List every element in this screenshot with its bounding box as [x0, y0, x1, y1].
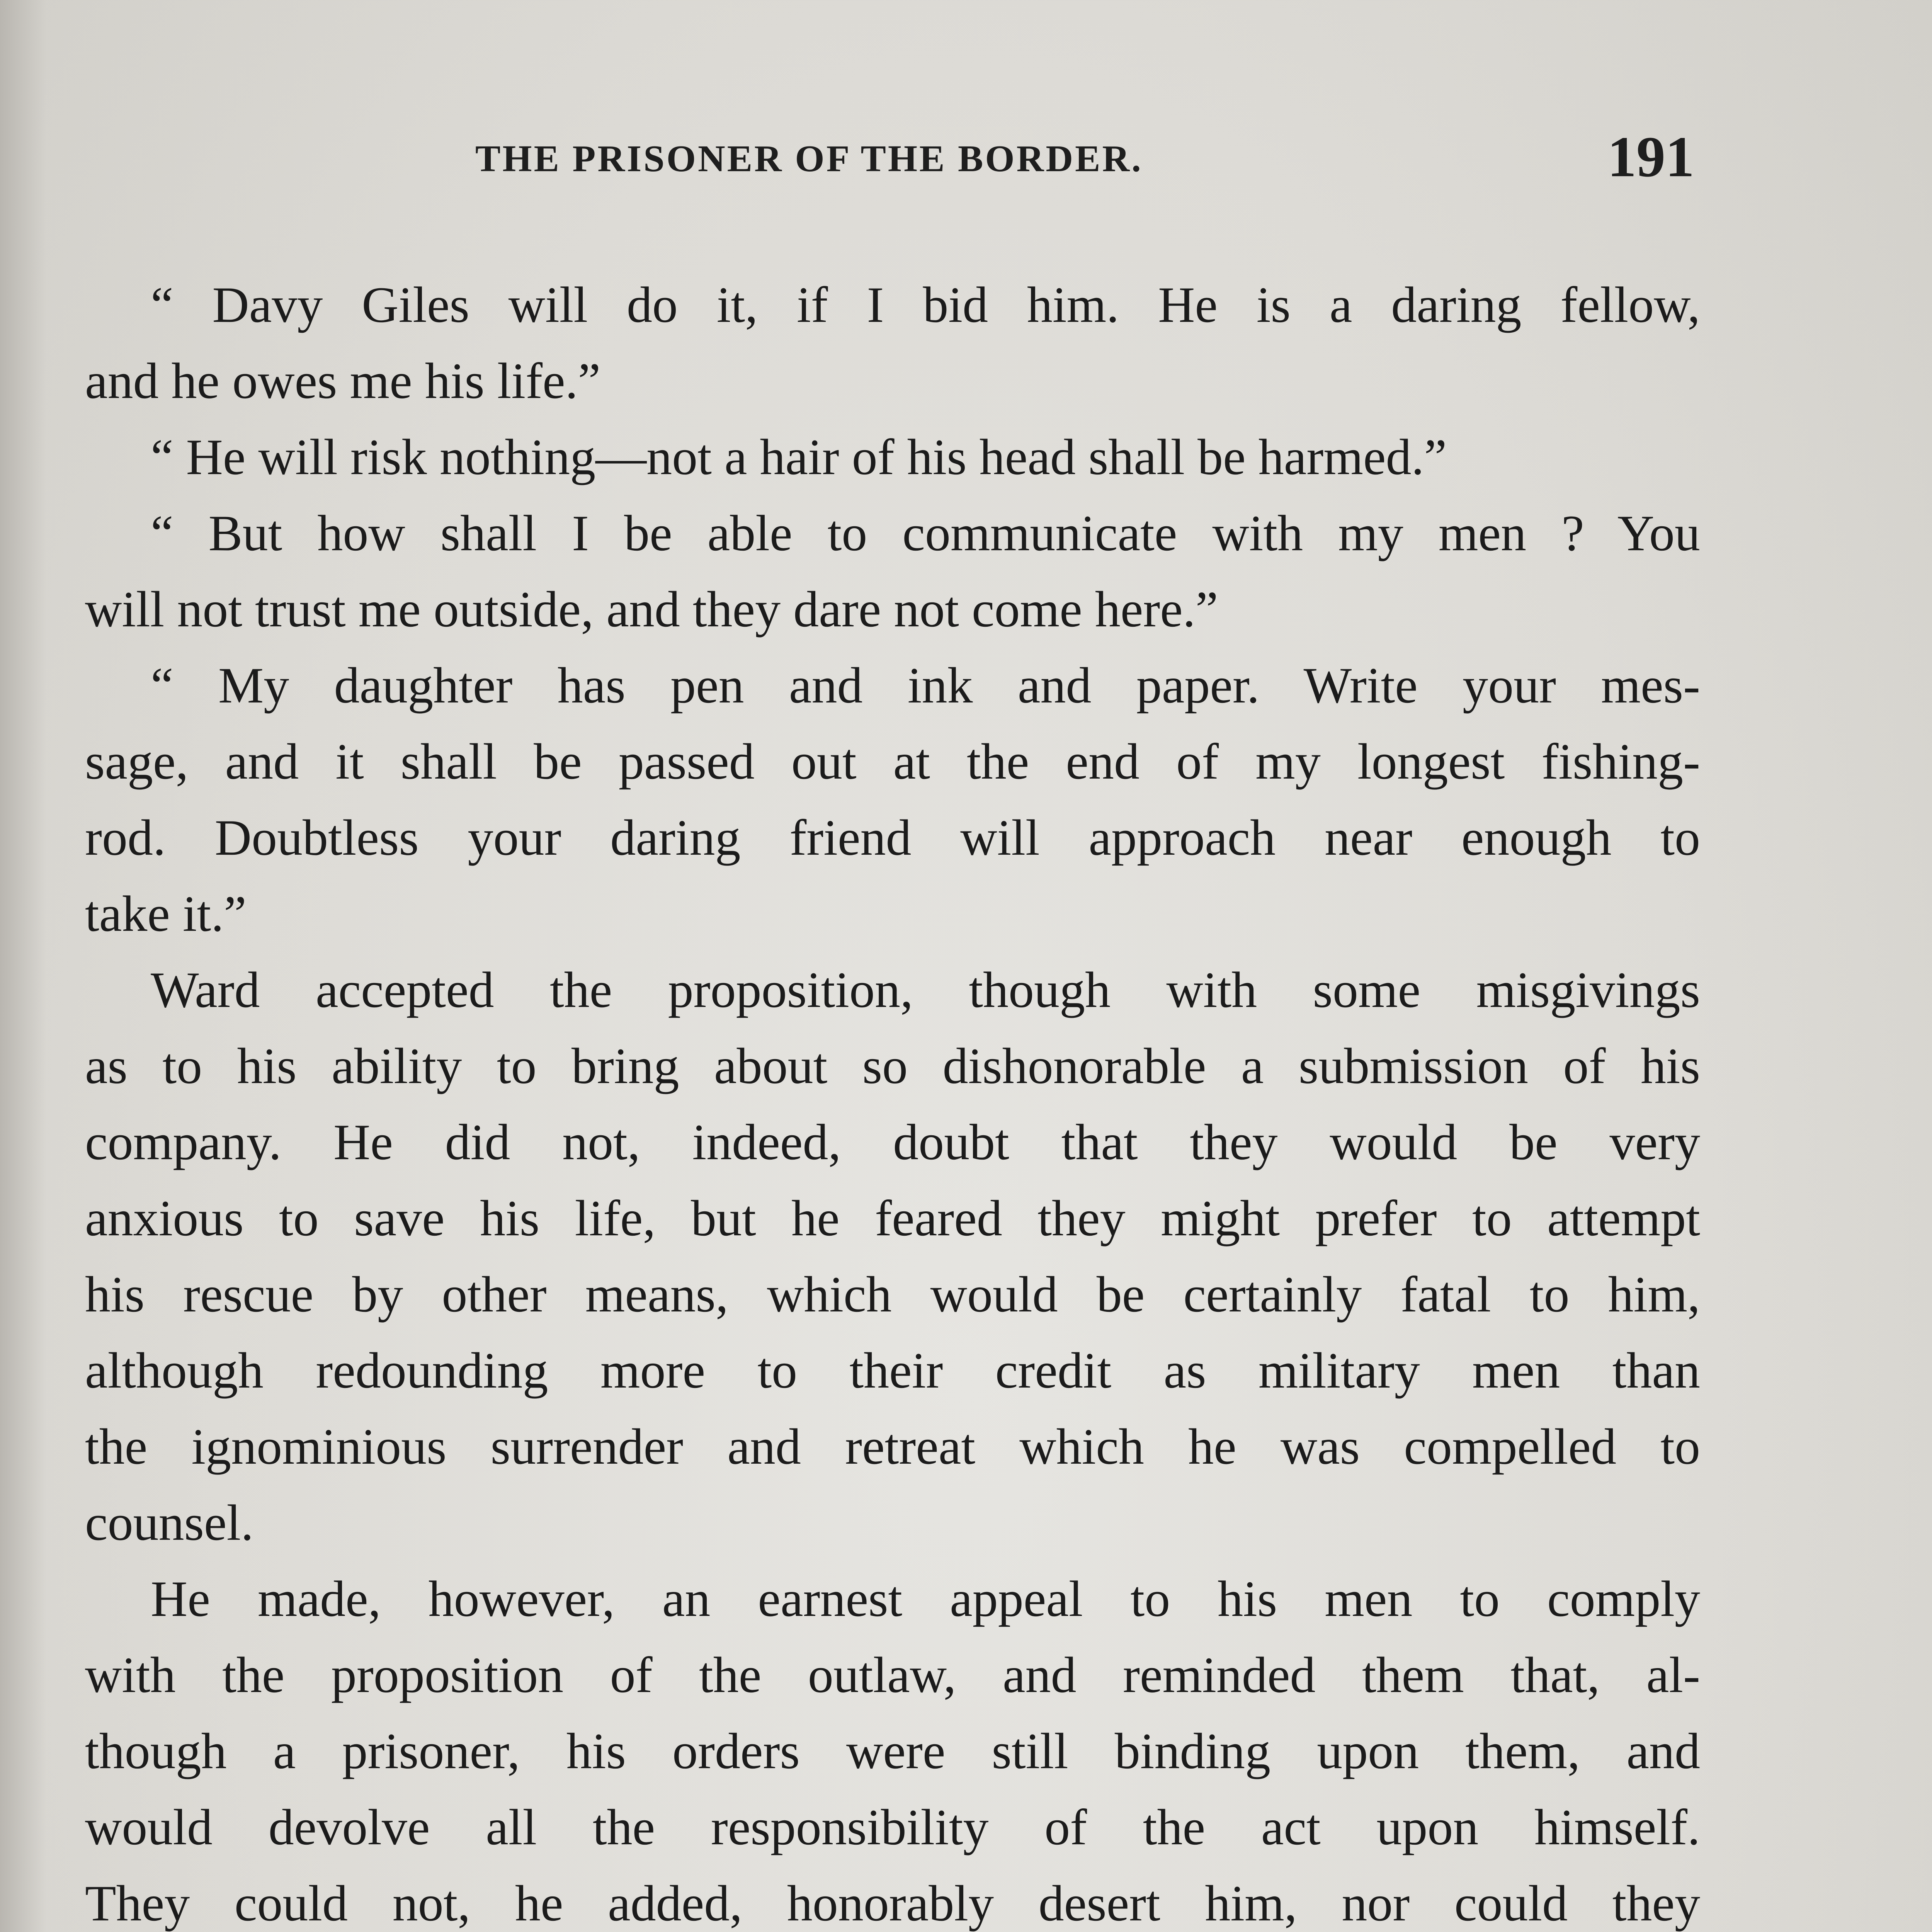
text-line: “ Davy Giles will do it, if I bid him. He is a daring fellow, [151, 276, 1700, 333]
body-text [85, 267, 1700, 1932]
text-line: the ignominious surrender and retreat which he was compelled to [85, 1418, 1700, 1475]
page-number: 191 [1607, 125, 1694, 189]
text-line: will not trust me outside, and they dare not come here.” [85, 581, 1218, 638]
text-line: anxious to save his life, but he feared they might prefer to attempt [85, 1190, 1700, 1247]
text-line: “ My daughter has pen and ink and paper. Write your mes- [151, 657, 1700, 714]
text-line: although redounding more to their credit as military men than [85, 1342, 1700, 1399]
text-line: He made, however, an earnest appeal to his men to comply [151, 1570, 1700, 1627]
text-line: “ But how shall I be able to communicate with my men ? You [151, 505, 1700, 561]
text-line: rod. Doubtless your daring friend will approach near enough to [85, 809, 1700, 866]
running-title: THE PRISONER OF THE BORDER. [475, 138, 1143, 180]
text-line: and he owes me his life.” [85, 352, 601, 409]
text-line: counsel. [85, 1494, 254, 1551]
text-line: with the proposition of the outlaw, and reminded them that, al- [85, 1646, 1700, 1703]
text-line: sage, and it shall be passed out at the end of my longest fishing- [85, 733, 1700, 790]
text-line: take it.” [85, 885, 247, 942]
text-line: would devolve all the responsibility of the act upon himself. [85, 1799, 1700, 1855]
text-line: They could not, he added, honorably desert him, nor could they [85, 1875, 1700, 1932]
text-line: as to his ability to bring about so dishonorable a submission of his [85, 1037, 1700, 1094]
text-line: company. He did not, indeed, doubt that they would be very [85, 1114, 1700, 1170]
text-line: his rescue by other means, which would be certainly fatal to him, [85, 1266, 1700, 1323]
page-shadow-edge [0, 0, 46, 1932]
text-line: Ward accepted the proposition, though with some misgivings [151, 961, 1700, 1018]
text-line: though a prisoner, his orders were still binding upon them, and [85, 1723, 1700, 1779]
text-line: “ He will risk nothing—not a hair of his head shall be harmed.” [151, 429, 1447, 485]
